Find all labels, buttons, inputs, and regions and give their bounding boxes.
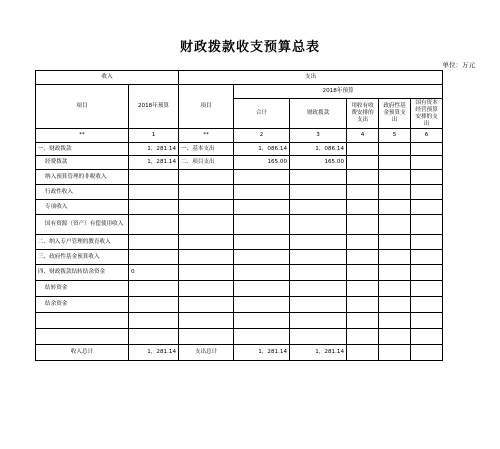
expense-fiscal [290,185,347,200]
expense-item [179,297,234,313]
expense-col-6 [411,297,443,313]
expense-col-6 [411,185,443,200]
income-header: 收入 [36,71,179,85]
income-item: 一、财政拨款 [36,143,129,156]
expense-col-4 [347,235,379,250]
income-amount [129,281,179,297]
expense-col-4 [347,250,379,265]
income-total-label: 收入总计 [36,345,129,361]
expense-total-label: 支出总计 [179,345,234,361]
fiscal-header: 财政拨款 [290,99,347,129]
expense-col-5 [379,250,411,265]
expense-col-6 [411,235,443,250]
expense-col-5 [379,200,411,215]
index-row [36,129,443,143]
expense-col-4 [347,313,379,329]
expense-item [179,170,234,185]
index-cell: 1 [129,129,179,143]
expense-item [179,185,234,200]
budget-header-right: 2018年预算 [234,85,443,99]
expense-col-4 [347,170,379,185]
table-row [36,297,443,313]
expense-fiscal [290,250,347,265]
expense-col-4 [347,281,379,297]
expense-total [234,265,290,281]
expense-item [179,329,234,345]
table-row [36,250,443,265]
expense-fiscal [290,297,347,313]
expense-col-4 [347,156,379,170]
index-cell: 3 [290,129,347,143]
income-amount [129,329,179,345]
expense-total [234,170,290,185]
income-item: 结余资金 [36,297,129,313]
expense-fiscal [290,170,347,185]
expense-fiscal: 165.00 [290,156,347,170]
income-amount: 1，281.14 [129,156,179,170]
income-item: 纳入预算管理的非税收入 [36,170,129,185]
index-cell: ** [179,129,234,143]
expense-col-5 [379,345,411,361]
expense-item [179,281,234,297]
income-item: 行政性收入 [36,185,129,200]
index-cell: 5 [379,129,411,143]
expense-fiscal: 1，086.14 [290,143,347,156]
expense-total [234,281,290,297]
expense-col-6 [411,329,443,345]
expense-col-5 [379,313,411,329]
expense-fiscal-total: 1，281.14 [290,345,347,361]
income-amount [129,215,179,235]
expense-total [234,215,290,235]
expense-col-4 [347,143,379,156]
page-title: 财政拨款收支预算总表 [179,40,320,55]
expense-col-6 [411,250,443,265]
expense-total [234,250,290,265]
table-row [36,235,443,250]
income-total-amount: 1，281.14 [129,345,179,361]
expense-fiscal [290,235,347,250]
income-item: 二、纳入专户管理的教育收入 [36,235,129,250]
expense-fiscal [290,265,347,281]
income-item [36,329,129,345]
expense-total [234,200,290,215]
expense-col-6 [411,313,443,329]
table-row [36,143,443,156]
header-row-2 [36,85,443,99]
expense-total [234,185,290,200]
expense-item [179,313,234,329]
gov-fund-carry-header: 用收有收费安排的支出 [347,99,379,129]
expense-col-4 [347,345,379,361]
gov-fund-budget-header: 政府性基金预算支出 [379,99,411,129]
header-row-1 [36,71,443,85]
expense-col-6 [411,156,443,170]
expense-col-5 [379,265,411,281]
income-amount [129,297,179,313]
expense-fiscal [290,215,347,235]
expense-col-4 [347,329,379,345]
expense-col-6 [411,281,443,297]
expense-col-4 [347,185,379,200]
income-amount: 1，281.14 [129,143,179,156]
table-row [36,156,443,170]
budget-header-left: 2018年预算 [129,85,179,129]
expense-col-6 [411,200,443,215]
expense-col-5 [379,156,411,170]
income-amount [129,170,179,185]
table-row [36,215,443,235]
income-amount [129,235,179,250]
income-amount [129,313,179,329]
expense-col-6 [411,170,443,185]
expense-col-6 [411,215,443,235]
expense-total: 1，086.14 [234,143,290,156]
table-row [36,185,443,200]
expense-header: 支出 [179,71,443,85]
income-amount [129,200,179,215]
totals-row [36,345,443,361]
table-row [36,281,443,297]
expense-total [234,297,290,313]
expense-total: 165.00 [234,156,290,170]
expense-col-5 [379,281,411,297]
index-cell: 2 [234,129,290,143]
table-row [36,313,443,329]
expense-item [179,250,234,265]
expense-item [179,235,234,250]
expense-col-4 [347,200,379,215]
unit-label: 单位：万元 [442,61,475,69]
expense-col-6 [411,143,443,156]
expense-total [234,235,290,250]
expense-item [179,200,234,215]
expense-total-amount: 1，281.14 [234,345,290,361]
income-item: 经费拨款 [36,156,129,170]
income-item: 三、政府性基金预算收入 [36,250,129,265]
expense-col-5 [379,185,411,200]
table-row [36,200,443,215]
index-cell: 6 [411,129,443,143]
table-row [36,329,443,345]
expense-item [179,215,234,235]
expense-col-4 [347,297,379,313]
item-header-right: 项目 [179,85,234,129]
expense-item [179,265,234,281]
expense-col-5 [379,235,411,250]
expense-fiscal [290,200,347,215]
item-header-left: 项目 [36,85,129,129]
table-row [36,170,443,185]
budget-table [35,70,443,361]
expense-col-6 [411,345,443,361]
income-item: 专项收入 [36,200,129,215]
table-row [36,265,443,281]
expense-col-5 [379,329,411,345]
expense-col-5 [379,297,411,313]
index-cell: 4 [347,129,379,143]
expense-col-6 [411,265,443,281]
expense-col-5 [379,215,411,235]
income-amount [129,185,179,200]
expense-col-5 [379,170,411,185]
expense-col-4 [347,215,379,235]
expense-fiscal [290,281,347,297]
income-item [36,313,129,329]
income-item: 国有资源（资产）有偿使用收入 [36,215,129,235]
expense-fiscal [290,313,347,329]
expense-item: 一、基本支出 [179,143,234,156]
income-item: 四、财政拨款结转结余资金 [36,265,129,281]
expense-col-5 [379,143,411,156]
expense-total [234,329,290,345]
income-amount [129,250,179,265]
index-cell: ** [36,129,129,143]
income-amount: 0 [129,265,179,281]
state-capital-header: 国有资本经营预算安排的支出 [411,99,443,129]
expense-item: 二、项目支出 [179,156,234,170]
income-item: 结转资金 [36,281,129,297]
expense-col-4 [347,265,379,281]
expense-total [234,313,290,329]
total-header: 合计 [234,99,290,129]
expense-fiscal [290,329,347,345]
